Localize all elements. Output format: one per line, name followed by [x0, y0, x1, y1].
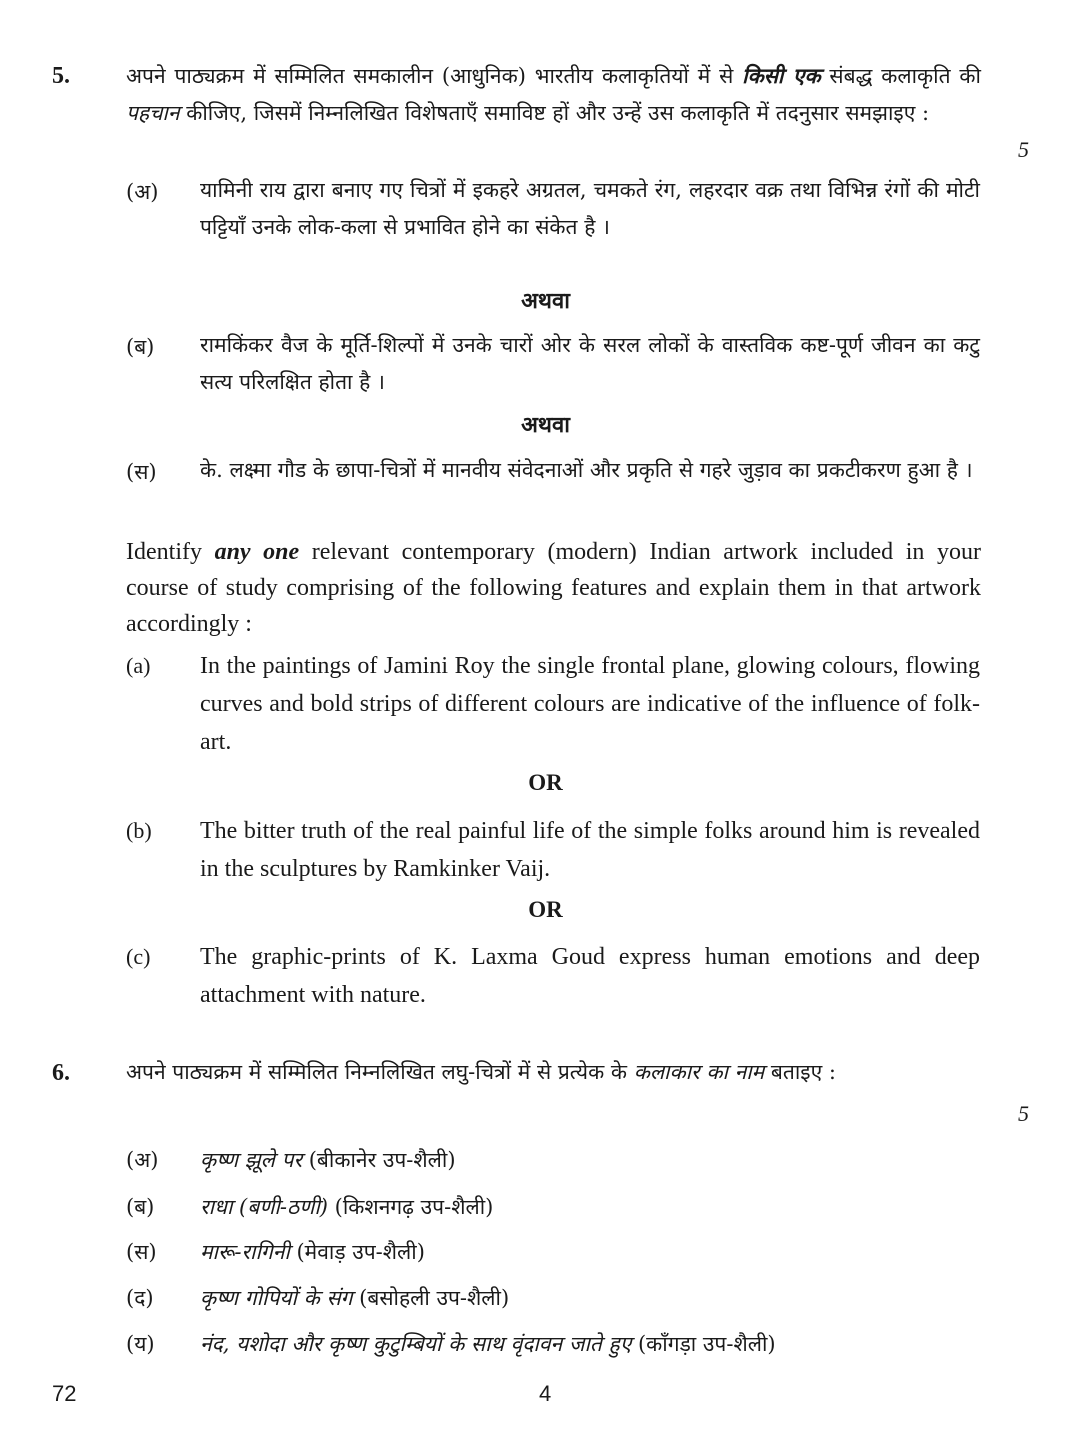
hindi-or-1: अथवा — [521, 288, 570, 314]
hindi-or-2: अथवा — [521, 412, 570, 438]
english-part-c-label: (c) — [126, 944, 151, 969]
question-5-number: 5. — [52, 63, 70, 89]
english-part-a-text: In the paintings of Jamini Roy the single frontal plane, glowing colours, flowing curves and bold strips of different colours are indicative of the influence of folk-art. — [200, 653, 980, 755]
paper-code: 72 — [52, 1381, 77, 1406]
english-part-a-label: (a) — [126, 653, 151, 678]
hindi-part-a-label: (अ) — [126, 180, 159, 204]
page-number: 4 — [539, 1381, 552, 1406]
list-item: (य) नंद, यशोदा और कृष्ण कुटुम्बियों के साथ वृंदावन जाते हुए (काँगड़ा उप-शैली) — [126, 1332, 776, 1356]
english-part-c-text: The graphic-prints of K. Laxma Goud express human emotions and deep attachment with nature. — [200, 944, 980, 1008]
hindi-part-c-text: के. लक्ष्मा गौड के छापा-चित्रों में मानवीय संवेदनाओं और प्रकृति से गहरे जुड़ाव का प्रकटीकरण हुआ है । — [200, 458, 973, 482]
english-or-1: OR — [528, 770, 563, 795]
list-item: (स) मारू-रागिनी (मेवाड़ उप-शैली) — [126, 1240, 425, 1264]
question-6-number: 6. — [52, 1060, 70, 1086]
list-item: (द) कृष्ण गोपियों के संग (बसोहली उप-शैली) — [126, 1286, 510, 1310]
english-part-b-label: (b) — [126, 818, 152, 843]
question-6-intro: अपने पाठ्यक्रम में सम्मिलित निम्नलिखित लघु-चित्रों में से प्रत्येक के कलाकार का नाम बताइए : — [126, 1060, 836, 1084]
question-6-marks: 5 — [1018, 1101, 1029, 1126]
question-5-english-intro: Identify any one relevant contemporary (modern) Indian artwork included in your course of study comprising of the following features and explain them in that artwork accordingly : — [126, 539, 982, 637]
english-part-b-text: The bitter truth of the real painful life of the simple folks around him is revealed in the sculptures by Ramkinker Vaij. — [200, 818, 980, 882]
hindi-part-c-label: (स) — [126, 460, 157, 484]
list-item: (ब) राधा (बणी-ठणी) (किशनगढ़ उप-शैली) — [126, 1195, 494, 1219]
english-or-2: OR — [528, 897, 563, 922]
hindi-part-b-text: रामकिंकर वैज के मूर्ति-शिल्पों में उनके चारों ओर के सरल लोकों के वास्तविक कष्ट-पूर्ण जीवन का कटु सत्य परिलक्षित होता है । — [200, 333, 980, 394]
hindi-part-b-label: (ब) — [126, 335, 155, 359]
hindi-part-a-text: यामिनी राय द्वारा बनाए गए चित्रों में इकहरे अग्रतल, चमकते रंग, लहरदार वक्र तथा विभिन्न रंगों की मोटी पट्टियाँ उनके लोक-कला से प्रभावित होने का संकेत है । — [200, 178, 980, 239]
question-5-marks: 5 — [1018, 137, 1029, 162]
list-item: (अ) कृष्ण झूले पर (बीकानेर उप-शैली) — [126, 1148, 456, 1172]
question-5-hindi-intro: अपने पाठ्यक्रम में सम्मिलित समकालीन (आधुनिक) भारतीय कलाकृतियों में से किसी एक संबद्ध कलाकृति की पहचान कीजिए, जिसमें निम्नलिखित विशेषताएँ समाविष्ट हों और उन्हें उस कलाकृति में तदनुसार समझाइए : — [126, 63, 981, 125]
